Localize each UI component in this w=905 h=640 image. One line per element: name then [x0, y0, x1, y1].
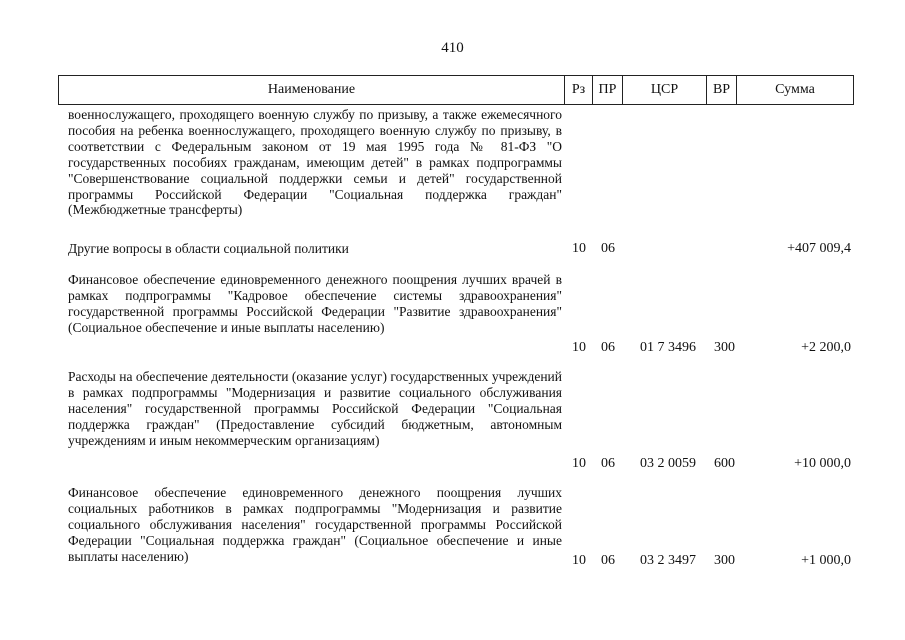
table-row-text: Финансовое обеспечение единовременного денежного поощрения лучших социальных работников в рамках подпрограммы "Модернизация и развитие социального обслуживания населения" государственной программы Российской Федерации "Социальная поддержка граждан" (Социальное обеспечение и иные выплаты населению) [68, 485, 562, 564]
cell-sum: +1 000,0 [801, 553, 851, 568]
cell-vr: 600 [714, 456, 735, 471]
cell-rz: 10 [572, 241, 586, 256]
page-number: 410 [441, 40, 464, 56]
cell-sum: +407 009,4 [787, 241, 851, 256]
header-pr: ПР [593, 76, 623, 104]
cell-pr: 06 [601, 456, 615, 471]
header-sum: Сумма [775, 82, 815, 97]
cell-pr: 06 [601, 340, 615, 355]
cell-csr: 01 7 3496 [640, 340, 696, 355]
table-row-text: военнослужащего, проходящего военную службу по призыву, а также ежемесячного пособия на ребенка военнослужащего, проходящего военную службу по призыву, в соответствии с Федеральным законом от 19 мая 1995 года № 81-ФЗ "О государственных пособиях гражданам, имеющим детей" в рамках подпрограммы "Совершенствование социальной поддержки семьи и детей" государственной программы Российской Федерации "Социальная поддержка граждан" (Межбюджетные трансферты) [68, 107, 562, 218]
header-name: Наименование [59, 76, 565, 104]
table-row-text: Финансовое обеспечение единовременного денежного поощрения лучших врачей в рамках подпрограммы "Кадровое обеспечение системы здравоохранения" государственной программы Российской Федерации "Развитие здравоохранения" (Социальное обеспечение и иные выплаты населению) [68, 272, 562, 335]
cell-csr: 03 2 0059 [640, 456, 696, 471]
table-row-text: Расходы на обеспечение деятельности (оказание услуг) государственных учреждений в рамках подпрограммы "Модернизация и развитие социального обслуживания населения" государственной программы Российской Федерации "Социальная поддержка граждан" (Предоставление субсидий бюджетным, автономным учреждениям и иным некоммерческим организациям) [68, 369, 562, 448]
cell-rz: 10 [572, 553, 586, 568]
cell-pr: 06 [601, 241, 615, 256]
header-csr: ЦСР [623, 76, 707, 104]
cell-rz: 10 [572, 340, 586, 355]
cell-vr: 300 [714, 340, 735, 355]
cell-pr: 06 [601, 553, 615, 568]
cell-csr: 03 2 3497 [640, 553, 696, 568]
header-rz: Рз [565, 76, 593, 104]
table-row-text: Другие вопросы в области социальной политики [68, 241, 349, 256]
cell-vr: 300 [714, 553, 735, 568]
cell-sum: +10 000,0 [794, 456, 851, 471]
cell-sum: +2 200,0 [801, 340, 851, 355]
cell-rz: 10 [572, 456, 586, 471]
header-vr: ВР [707, 76, 737, 104]
table-header [58, 75, 854, 105]
